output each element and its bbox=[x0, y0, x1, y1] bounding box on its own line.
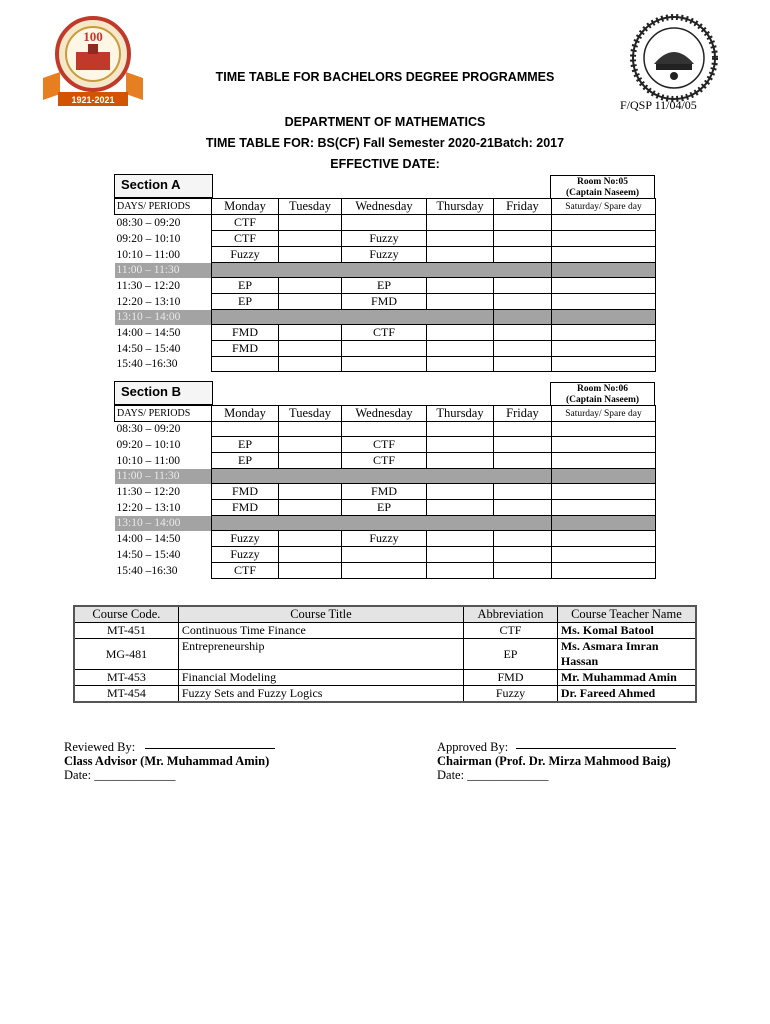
course-abbr: EP bbox=[464, 639, 558, 670]
class-advisor: Class Advisor (Mr. Muhammad Amin) bbox=[64, 754, 270, 768]
class-cell: FMD bbox=[342, 484, 427, 500]
days-periods-header: DAYS/ PERIODS bbox=[115, 406, 212, 422]
period-label: 15:40 –16:30 bbox=[115, 563, 212, 579]
period-label: 09:20 – 10:10 bbox=[115, 231, 212, 247]
class-cell: EP bbox=[212, 453, 279, 469]
day-header: Thursday bbox=[427, 199, 494, 215]
course-teacher: Dr. Fareed Ahmed bbox=[557, 686, 696, 703]
class-cell: Fuzzy bbox=[212, 547, 279, 563]
saturday-header: Saturday/ Spare day bbox=[552, 406, 656, 422]
day-header: Monday bbox=[212, 406, 279, 422]
day-header: Friday bbox=[494, 199, 552, 215]
date-field: Date: _____________ bbox=[437, 768, 549, 782]
saturday-header: Saturday/ Spare day bbox=[552, 199, 656, 215]
break-period-label: 11:00 – 11:30 bbox=[115, 469, 212, 484]
svg-text:1921-2021: 1921-2021 bbox=[71, 95, 115, 105]
section-a-label: Section A bbox=[114, 174, 213, 198]
class-cell: EP bbox=[342, 500, 427, 516]
break-period-label: 11:00 – 11:30 bbox=[115, 263, 212, 278]
class-cell: FMD bbox=[212, 500, 279, 516]
course-code: MT-453 bbox=[74, 670, 178, 686]
reviewed-by-label: Reviewed By: bbox=[64, 740, 136, 754]
class-cell: Fuzzy bbox=[212, 531, 279, 547]
break-period-label: 13:10 – 14:00 bbox=[115, 516, 212, 531]
period-label: 14:00 – 14:50 bbox=[115, 325, 212, 341]
class-cell: Fuzzy bbox=[342, 247, 427, 263]
day-header: Monday bbox=[212, 199, 279, 215]
course-abbr: CTF bbox=[464, 623, 558, 639]
university-seal-logo bbox=[630, 14, 718, 102]
approved-by-label: Approved By: bbox=[437, 740, 509, 754]
effective-date: EFFECTIVE DATE: bbox=[330, 157, 440, 171]
table-row bbox=[74, 639, 696, 670]
class-cell: CTF bbox=[342, 325, 427, 341]
course-teacher: Ms. Komal Batool bbox=[557, 623, 696, 639]
period-label: 09:20 – 10:10 bbox=[115, 437, 212, 453]
course-code: MG-481 bbox=[74, 639, 178, 670]
course-code: MT-451 bbox=[74, 623, 178, 639]
date-field: Date: _____________ bbox=[64, 768, 176, 782]
class-cell: CTF bbox=[342, 437, 427, 453]
class-cell: Fuzzy bbox=[342, 531, 427, 547]
section-b-label: Section B bbox=[114, 381, 213, 405]
section-b-room: Room No:06 (Captain Naseem) bbox=[550, 382, 655, 406]
section-a-timetable bbox=[114, 198, 656, 372]
form-code: F/QSP 11/04/05 bbox=[620, 98, 697, 112]
day-header: Tuesday bbox=[279, 406, 342, 422]
approved-by-block bbox=[437, 740, 676, 782]
day-header: Wednesday bbox=[342, 199, 427, 215]
course-title: Fuzzy Sets and Fuzzy Logics bbox=[178, 686, 463, 703]
period-label: 14:50 – 15:40 bbox=[115, 547, 212, 563]
class-cell: Fuzzy bbox=[212, 247, 279, 263]
course-abbr: FMD bbox=[464, 670, 558, 686]
column-header: Course Code. bbox=[74, 606, 178, 623]
period-label: 11:30 – 12:20 bbox=[115, 278, 212, 294]
day-header: Friday bbox=[494, 406, 552, 422]
class-cell: EP bbox=[212, 278, 279, 294]
course-abbr: Fuzzy bbox=[464, 686, 558, 703]
signature-line bbox=[145, 748, 275, 749]
department-title: DEPARTMENT OF MATHEMATICS bbox=[284, 115, 486, 129]
course-title: Financial Modeling bbox=[178, 670, 463, 686]
course-title: Entrepreneurship bbox=[178, 639, 463, 670]
class-cell: CTF bbox=[212, 231, 279, 247]
period-label: 11:30 – 12:20 bbox=[115, 484, 212, 500]
class-cell: FMD bbox=[212, 325, 279, 341]
course-teacher: Mr. Muhammad Amin bbox=[557, 670, 696, 686]
table-row bbox=[74, 686, 696, 703]
class-cell: EP bbox=[212, 294, 279, 310]
timetable-for: TIME TABLE FOR: BS(CF) Fall Semester 2020-21Batch: 2017 bbox=[205, 136, 565, 150]
class-cell: EP bbox=[342, 278, 427, 294]
table-row bbox=[74, 623, 696, 639]
chairman: Chairman (Prof. Dr. Mirza Mahmood Baig) bbox=[437, 754, 671, 768]
signature-line bbox=[516, 748, 676, 749]
svg-text:100: 100 bbox=[83, 29, 103, 44]
period-label: 15:40 –16:30 bbox=[115, 357, 212, 372]
days-periods-header: DAYS/ PERIODS bbox=[115, 199, 212, 215]
day-header: Thursday bbox=[427, 406, 494, 422]
period-label: 14:50 – 15:40 bbox=[115, 341, 212, 357]
period-label: 10:10 – 11:00 bbox=[115, 453, 212, 469]
reviewed-by-block bbox=[64, 740, 275, 782]
class-cell: CTF bbox=[212, 215, 279, 231]
period-label: 12:20 – 13:10 bbox=[115, 294, 212, 310]
class-cell: EP bbox=[212, 437, 279, 453]
table-row bbox=[74, 670, 696, 686]
break-period-label: 13:10 – 14:00 bbox=[115, 310, 212, 325]
class-cell: Fuzzy bbox=[342, 231, 427, 247]
period-label: 08:30 – 09:20 bbox=[115, 215, 212, 231]
section-a-room: Room No:05 (Captain Naseem) bbox=[550, 175, 655, 199]
day-header: Tuesday bbox=[279, 199, 342, 215]
class-cell: FMD bbox=[212, 341, 279, 357]
course-teacher: Ms. Asmara Imran Hassan bbox=[557, 639, 696, 670]
university-centenary-logo bbox=[38, 14, 148, 110]
period-label: 08:30 – 09:20 bbox=[115, 422, 212, 437]
class-cell: FMD bbox=[342, 294, 427, 310]
period-label: 14:00 – 14:50 bbox=[115, 531, 212, 547]
main-title: TIME TABLE FOR BACHELORS DEGREE PROGRAMMES bbox=[215, 70, 555, 84]
class-cell: CTF bbox=[342, 453, 427, 469]
class-cell: CTF bbox=[212, 563, 279, 579]
course-table bbox=[73, 605, 697, 703]
column-header: Abbreviation bbox=[464, 606, 558, 623]
period-label: 12:20 – 13:10 bbox=[115, 500, 212, 516]
column-header: Course Title bbox=[178, 606, 463, 623]
course-code: MT-454 bbox=[74, 686, 178, 703]
course-title: Continuous Time Finance bbox=[178, 623, 463, 639]
class-cell: FMD bbox=[212, 484, 279, 500]
section-b-timetable bbox=[114, 405, 656, 579]
column-header: Course Teacher Name bbox=[557, 606, 696, 623]
day-header: Wednesday bbox=[342, 406, 427, 422]
period-label: 10:10 – 11:00 bbox=[115, 247, 212, 263]
